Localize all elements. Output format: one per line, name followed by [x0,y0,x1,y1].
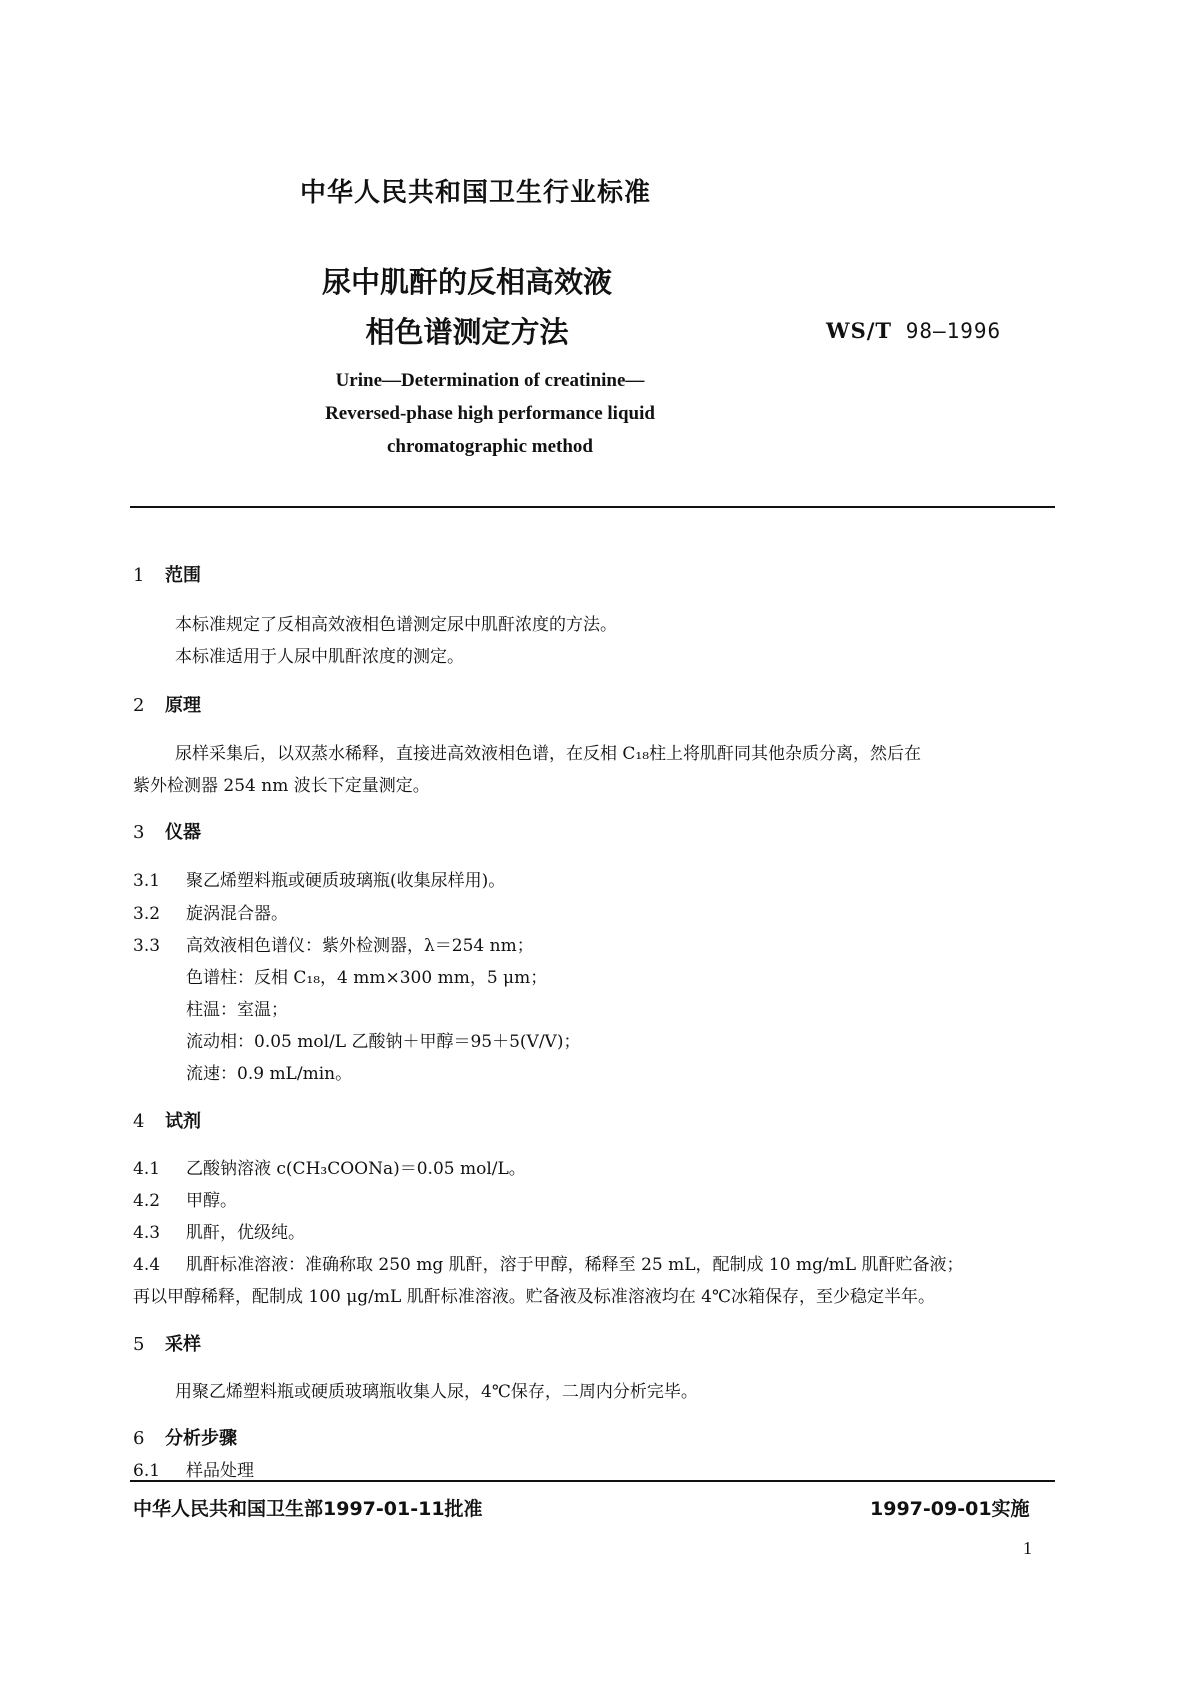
clause-3-3 [133,931,534,956]
english-title [300,364,680,463]
section-number: 5 [133,1334,145,1355]
section-5-heading [133,1330,201,1356]
clause-text: 肌酐，优级纯。 [186,1223,305,1243]
section-3-heading [133,818,201,844]
clause-number: 3.2 [133,904,161,924]
clause-4-3 [133,1218,305,1243]
section-title: 采样 [165,1334,201,1355]
section-title: 试剂 [165,1111,201,1132]
section-number: 6 [133,1428,145,1449]
clause-text: 高效液相色谱仪：紫外检测器，λ＝254 nm； [186,936,534,956]
section-2-heading [133,691,201,717]
clause-3-3-flow-rate: 流速：0.9 mL/min。 [186,1064,353,1084]
section-2-paragraph-line-2: 紫外检测器 254 nm 波长下定量测定。 [133,776,430,796]
clause-text: 旋涡混合器。 [186,904,288,924]
section-6-heading [133,1424,237,1450]
clause-3-2 [133,899,288,924]
clause-4-4 [133,1250,964,1275]
clause-4-2 [133,1186,237,1211]
clause-number: 3.3 [133,936,161,956]
section-number: 3 [133,822,145,843]
effective-date-line: 1997-09-01实施 [870,1498,1030,1520]
clause-text: 聚乙烯塑料瓶或硬质玻璃瓶(收集尿样用)。 [186,871,506,891]
section-5-paragraph: 用聚乙烯塑料瓶或硬质玻璃瓶收集人尿，4℃保存，二周内分析完毕。 [175,1382,698,1402]
clause-number: 3.1 [133,871,161,891]
clause-3-3-temperature: 柱温：室温； [186,1000,288,1020]
footer-divider [130,1480,1055,1482]
section-4-heading [133,1107,201,1133]
clause-3-3-column: 色谱柱：反相 C₁₈，4 mm×300 mm，5 μm； [186,968,548,988]
clause-text: 乙酸钠溶液 c(CH₃COONa)＝0.05 mol/L。 [186,1159,526,1179]
clause-text: 样品处理 [186,1461,254,1481]
document-title-line-1: 尿中肌酐的反相高效液 [322,265,613,299]
section-title: 范围 [165,565,201,586]
standard-number-value: 98—1996 [905,319,1002,343]
section-1-heading [133,561,201,587]
document-title-line-2: 相色谱测定方法 [365,315,569,349]
header-divider [130,506,1055,508]
section-title: 原理 [165,695,201,716]
english-title-line-3: chromatographic method [387,436,593,457]
clause-number: 4.1 [133,1159,161,1179]
clause-number: 6.1 [133,1461,161,1481]
standard-category-title: 中华人民共和国卫生行业标准 [300,178,652,208]
approval-line: 中华人民共和国卫生部1997-01-11批准 [133,1498,483,1520]
section-1-paragraph-2: 本标准适用于人尿中肌酐浓度的测定。 [175,647,464,667]
standard-code: WS/T [826,318,893,343]
clause-3-1 [133,866,505,891]
english-title-line-2: Reversed-phase high performance liquid [325,403,655,424]
section-number: 1 [133,565,145,586]
section-number: 2 [133,695,145,716]
clause-number: 4.2 [133,1191,161,1211]
clause-number: 4.4 [133,1255,161,1275]
clause-text: 肌酐标准溶液：准确称取 250 mg 肌酐，溶于甲醇，稀释至 25 mL，配制成 10 mg/mL 肌酐贮备液； [186,1255,964,1275]
clause-text: 甲醇。 [186,1191,237,1211]
section-1-paragraph-1: 本标准规定了反相高效液相色谱测定尿中肌酐浓度的方法。 [175,615,617,635]
clause-number: 4.3 [133,1223,161,1243]
clause-4-4-continuation: 再以甲醇稀释，配制成 100 μg/mL 肌酐标准溶液。贮备液及标准溶液均在 4℃冰箱保存，至少稳定半年。 [133,1287,935,1307]
document-title [322,257,612,357]
section-2-paragraph-line-1: 尿样采集后，以双蒸水稀释，直接进高效液相色谱，在反相 C₁₈柱上将肌酐同其他杂质分离，然后在 [175,744,922,764]
english-title-line-1: Urine—Determination of creatinine— [335,370,645,391]
page-number: 1 [1023,1538,1032,1558]
clause-4-1 [133,1154,526,1179]
standard-number [826,318,1001,343]
section-number: 4 [133,1111,145,1132]
section-title: 分析步骤 [165,1428,237,1449]
section-title: 仪器 [165,822,201,843]
clause-6-1 [133,1456,254,1481]
clause-3-3-mobile-phase: 流动相：0.05 mol/L 乙酸钠＋甲醇＝95＋5(V/V)； [186,1032,581,1052]
